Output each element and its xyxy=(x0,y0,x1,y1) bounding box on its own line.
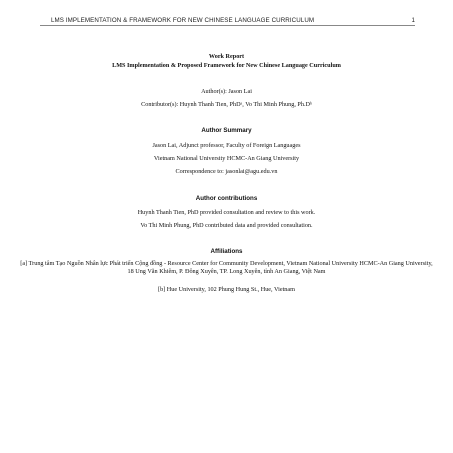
author-summary-line: Jason Lai, Adjunct professor, Faculty of Foreign Languages xyxy=(152,142,301,149)
author-summary-heading: Author Summary xyxy=(201,127,252,134)
running-header xyxy=(40,17,415,26)
author-contributions-heading: Author contributions xyxy=(195,195,258,202)
report-type: Work Report xyxy=(208,53,245,60)
affiliations-heading: Affiliations xyxy=(210,248,243,255)
author-line: Author(s): Jason Lai xyxy=(201,88,252,95)
correspondence-line: Correspondence to: jasonlai@agu.edu.vn xyxy=(175,168,278,175)
contribution-line: Huynh Thanh Tien, PhD provided consultation and review to this work. xyxy=(137,209,316,216)
document-title: LMS Implementation & Proposed Framework for New Chinese Language Curriculum xyxy=(112,62,341,69)
header-rule xyxy=(40,25,415,26)
contributors-line: Contributor(s): Huynh Thanh Tien, PhDᵃ, Vo Thi Minh Phung, Ph.Dᵇ xyxy=(141,101,312,108)
contribution-line: Vo Thi Minh Phung, PhD contributed data and provided consultation. xyxy=(140,222,313,229)
affiliation-b: [b] Hue University, 102 Phung Hung St., Hue, Vietnam xyxy=(158,286,295,293)
author-summary-line: Vietnam National University HCMC-An Giang University xyxy=(153,155,300,162)
page-number: 1 xyxy=(411,17,415,24)
affiliation-a: [a] Trung tâm Tạo Nguồn Nhân lực Phát triển Cộng đồng - Resource Center for Community Development, Vietnam National University HCMC-An Giang University, 18 Ung Văn Khiêm, P. Đông Xuyên, TP. Long Xuyên, tỉnh An Giang, Việt Nam xyxy=(20,260,433,276)
running-title: LMS IMPLEMENTATION & FRAMEWORK FOR NEW CHINESE LANGUAGE CURRICULUM xyxy=(51,17,315,24)
